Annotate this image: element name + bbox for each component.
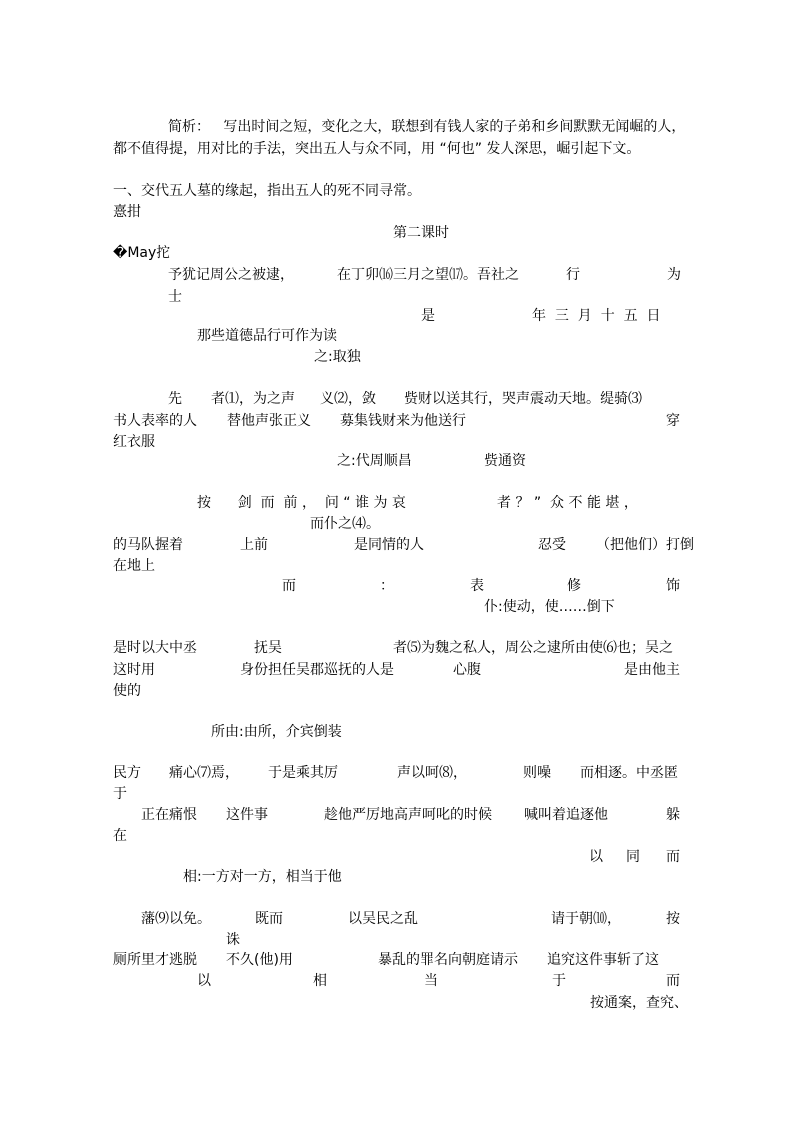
text-line: 抚吴 bbox=[254, 640, 282, 656]
text-line: 者 ？ ” 众 不 能 堪 ， bbox=[497, 495, 638, 511]
text-line: 同 bbox=[626, 849, 640, 865]
annotation: 所由:由所，介宾倒装 bbox=[211, 724, 342, 740]
text-line: 躲 bbox=[666, 807, 680, 823]
text-line: 是 bbox=[421, 308, 435, 324]
text-line: 在 bbox=[113, 828, 127, 844]
text-line: 士 bbox=[168, 289, 182, 305]
text-line: 憙拑 bbox=[113, 204, 141, 220]
text-line: 都不值得提，用对比的手法，突出五人与众不同，用 “何也” 发人深思，崛引起下文。 bbox=[113, 141, 641, 157]
annotation: 之:取独 bbox=[314, 349, 361, 365]
text-line: 相 bbox=[313, 973, 327, 989]
text-line: 在地上 bbox=[113, 558, 155, 574]
text-line: 按 bbox=[666, 911, 680, 927]
text-line: 诛 bbox=[226, 932, 240, 948]
text-line: 则噪 bbox=[523, 765, 551, 781]
annotation: 仆:使动，使……倒下 bbox=[484, 599, 615, 615]
text-line: 心腹 bbox=[453, 662, 481, 678]
text-line: 请于朝⑽， bbox=[551, 911, 621, 927]
text-line: （把他们）打倒 bbox=[596, 537, 694, 553]
text-line: 而相逐。中丞匿 bbox=[580, 765, 678, 781]
text-line: 一、交代五人墓的缘起，指出五人的死不同寻常。 bbox=[113, 183, 421, 199]
text-line: 当 bbox=[424, 973, 438, 989]
text-line: 趁他严厉地高声呵叱的时候 bbox=[324, 807, 492, 823]
text-line: 忍受 bbox=[538, 537, 566, 553]
text-line: 不久(他)用 bbox=[226, 952, 293, 968]
text-line: 民方 bbox=[113, 765, 141, 781]
text-line: 正在痛恨 bbox=[141, 807, 197, 823]
annotation: 之:代周顺昌 bbox=[337, 453, 412, 469]
text-line: 于 bbox=[113, 786, 127, 802]
text-line: 那些道德品行可作为读 bbox=[197, 328, 337, 344]
text-line: 年 三 月 十 五 日 bbox=[532, 308, 661, 324]
text-line: 先 bbox=[168, 391, 182, 407]
text-line: 是由他主 bbox=[624, 662, 680, 678]
text-line: 表 bbox=[470, 578, 484, 594]
text-line: 既而 bbox=[255, 911, 283, 927]
text-line: 暴乱的罪名向朝庭请示 bbox=[378, 952, 518, 968]
annotation: 按通案，查究、 bbox=[590, 995, 688, 1011]
text-line: 而 bbox=[666, 973, 680, 989]
text-line: 声以呵⑻， bbox=[397, 765, 467, 781]
text-line: 使的 bbox=[113, 683, 141, 699]
text-line: 者⑸为魏之私人，周公之逮所由使⑹也；吴之 bbox=[393, 640, 673, 656]
text-line: 行 bbox=[566, 267, 580, 283]
text-line: 红衣服 bbox=[113, 434, 155, 450]
text-line: 简析： 写出时间之短，变化之大，联想到有钱人家的子弟和乡间默默无闻崛的人， bbox=[168, 119, 686, 135]
text-line: 而 bbox=[282, 578, 296, 594]
text-line: 为 bbox=[667, 267, 681, 283]
annotation: 相:一方对一方，相当于他 bbox=[183, 869, 342, 885]
text-line: 这件事 bbox=[226, 807, 268, 823]
text-line: 赀财以送其行，哭声震动天地。缇骑⑶ bbox=[404, 391, 642, 407]
text-line: 饰 bbox=[666, 578, 680, 594]
text-line: 是同情的人 bbox=[354, 537, 424, 553]
text-line: 书人表率的人 bbox=[113, 413, 197, 429]
text-line: 者⑴，为之声 bbox=[211, 391, 295, 407]
text-line: 于是乘其厉 bbox=[268, 765, 338, 781]
text-line: 以 bbox=[589, 849, 603, 865]
text-line: ： bbox=[380, 578, 394, 594]
text-line: 而仆之⑷。 bbox=[310, 516, 380, 532]
text-line: 在丁卯⒃三月之望⒄。吾社之 bbox=[337, 267, 519, 283]
text-line: 穿 bbox=[666, 413, 680, 429]
text-line: 痛心⑺焉， bbox=[169, 765, 239, 781]
text-line: 募集钱财来为他送行 bbox=[340, 413, 466, 429]
text-line: 予犹记周公之被逮， bbox=[168, 267, 294, 283]
text-line: 藩⑼以免。 bbox=[141, 911, 211, 927]
text-line: 的马队握着 bbox=[113, 537, 183, 553]
text-line: �May拕 bbox=[113, 245, 171, 261]
section-heading: 第二课时 bbox=[393, 225, 449, 241]
text-line: 喊叫着追逐他 bbox=[524, 807, 608, 823]
text-line: 于 bbox=[552, 973, 566, 989]
text-line: 上前 bbox=[240, 537, 268, 553]
text-line: 是时以大中丞 bbox=[113, 640, 197, 656]
text-line: 修 bbox=[567, 578, 581, 594]
text-line: 这时用 bbox=[113, 662, 155, 678]
text-line: 义⑵，敛 bbox=[320, 391, 376, 407]
text-line: 以吴民之乱 bbox=[348, 911, 418, 927]
text-line: 以 bbox=[197, 973, 211, 989]
text-line: 身份担任吴郡巡抚的人是 bbox=[240, 662, 394, 678]
text-line: 追究这件事斩了这 bbox=[547, 952, 659, 968]
annotation: 赀通资 bbox=[484, 453, 526, 469]
text-line: 而 bbox=[666, 849, 680, 865]
text-line: 按 剑 而 前 ， 问 “ 谁 为 哀 bbox=[197, 495, 406, 511]
text-line: 替他声张正义 bbox=[227, 413, 311, 429]
text-line: 厕所里才逃脱 bbox=[113, 952, 197, 968]
